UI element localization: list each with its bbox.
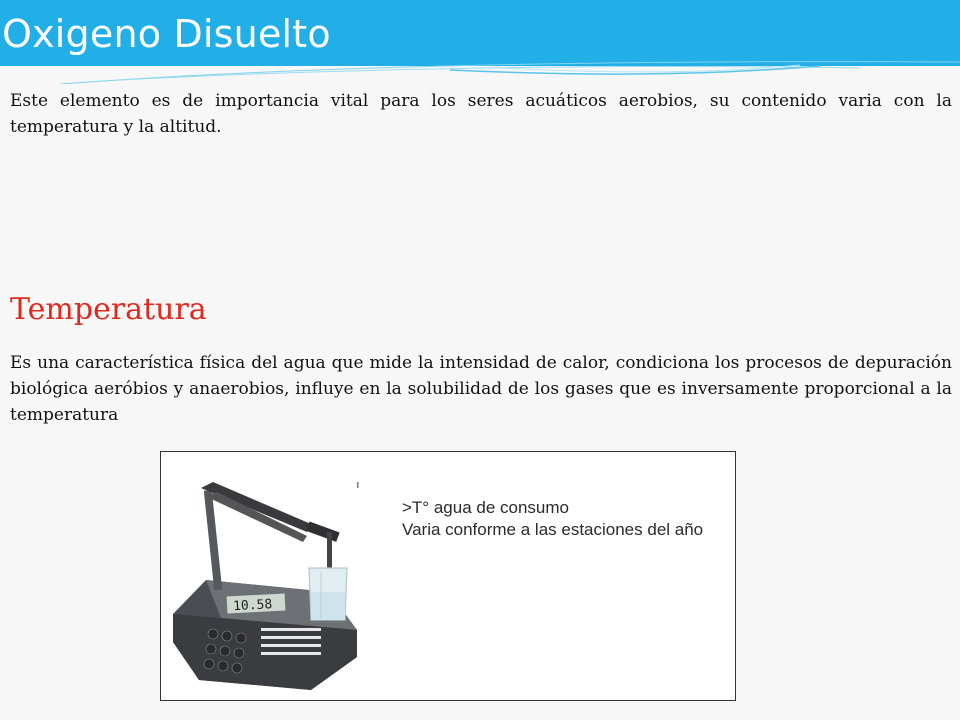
figure-frame	[160, 451, 736, 701]
section-heading: Temperatura	[10, 292, 207, 327]
header-swoosh-decoration	[0, 60, 960, 84]
caption-line-2: Varia conforme a las estaciones del año	[402, 520, 704, 539]
title-bar	[0, 0, 960, 66]
ph-meter-illustration	[161, 452, 735, 700]
figure-caption	[402, 497, 703, 541]
slide-title: Oxigeno Disuelto	[2, 12, 331, 56]
section-body: Es una característica física del agua que mide la intensidad de calor, condiciona los procesos de depuración biológica aeróbios y anaerobios, influye en la solubilidad de los gases que es inversamente proporcional a la temperatura	[10, 353, 952, 425]
caption-line-1: >T° agua de consumo	[402, 498, 569, 517]
meter-display-value: 10.58	[232, 597, 273, 615]
intro-paragraph: Este elemento es de importancia vital para los seres acuáticos aerobios, su contenido varia con la temperatura y la altitud.	[10, 91, 952, 137]
